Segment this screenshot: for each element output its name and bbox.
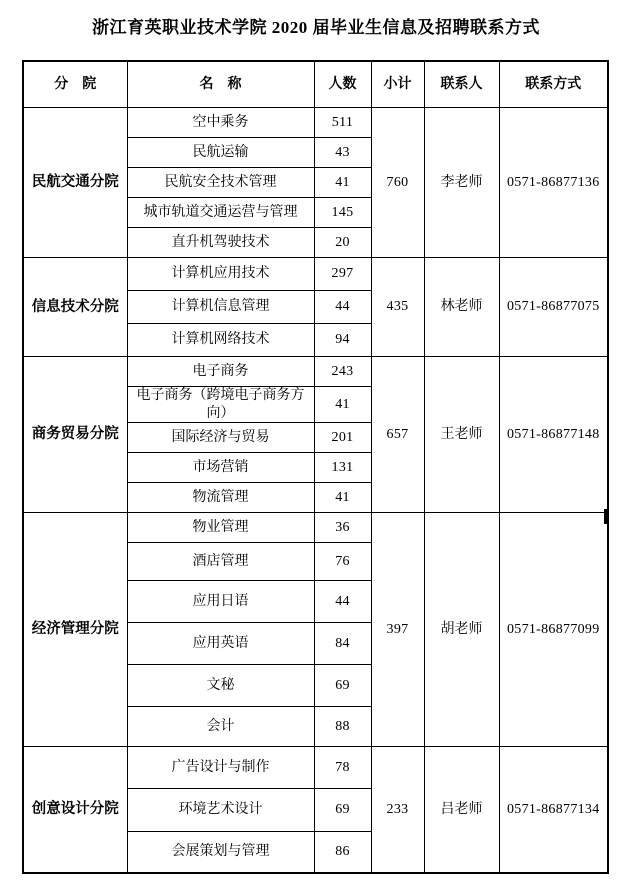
major-name-cell: 酒店管理 [127, 543, 314, 581]
major-count-cell: 76 [314, 543, 371, 581]
major-count-cell: 131 [314, 453, 371, 483]
major-count-cell: 86 [314, 832, 371, 873]
subtotal-cell: 657 [371, 357, 424, 513]
table-body [23, 108, 608, 873]
major-count-cell: 20 [314, 228, 371, 258]
major-name-cell: 环境艺术设计 [127, 789, 314, 832]
phone-cell: 0571-86877136 [499, 108, 608, 258]
header-contact: 联系人 [424, 61, 499, 108]
major-count-cell: 145 [314, 198, 371, 228]
phone-cell: 0571-86877075 [499, 258, 608, 357]
major-count-cell: 243 [314, 357, 371, 387]
major-name-cell: 直升机驾驶技术 [127, 228, 314, 258]
major-count-cell: 44 [314, 291, 371, 324]
major-name-cell: 计算机信息管理 [127, 291, 314, 324]
subtotal-cell: 233 [371, 747, 424, 873]
major-name-cell: 民航运输 [127, 138, 314, 168]
major-name-cell: 物业管理 [127, 513, 314, 543]
page-title: 浙江育英职业技术学院 2020 届毕业生信息及招聘联系方式 [92, 18, 540, 37]
major-name-cell: 应用英语 [127, 623, 314, 665]
major-count-cell: 78 [314, 747, 371, 789]
header-count: 人数 [314, 61, 371, 108]
major-count-cell: 41 [314, 387, 371, 423]
major-count-cell: 201 [314, 423, 371, 453]
subtotal-cell: 760 [371, 108, 424, 258]
major-count-cell: 69 [314, 789, 371, 832]
major-name-cell: 物流管理 [127, 483, 314, 513]
contact-cell: 王老师 [424, 357, 499, 513]
major-count-cell: 84 [314, 623, 371, 665]
major-name-cell: 计算机网络技术 [127, 324, 314, 357]
major-name-cell: 电子商务（跨境电子商务方向） [127, 387, 314, 423]
table-row [23, 357, 608, 387]
header-phone: 联系方式 [499, 61, 608, 108]
division-cell: 经济管理分院 [23, 513, 127, 747]
major-name-cell: 民航安全技术管理 [127, 168, 314, 198]
header-division: 分 院 [23, 61, 127, 108]
phone-cell: 0571-86877148 [499, 357, 608, 513]
major-name-cell: 电子商务 [127, 357, 314, 387]
header-major-name: 名 称 [127, 61, 314, 108]
major-name-cell: 市场营销 [127, 453, 314, 483]
phone-cell: 0571-86877099 [499, 513, 608, 747]
major-count-cell: 94 [314, 324, 371, 357]
major-name-cell: 广告设计与制作 [127, 747, 314, 789]
header-subtotal: 小计 [371, 61, 424, 108]
major-name-cell: 城市轨道交通运营与管理 [127, 198, 314, 228]
cursor-artifact [604, 509, 609, 524]
major-count-cell: 44 [314, 581, 371, 623]
major-name-cell: 会计 [127, 707, 314, 747]
contact-cell: 胡老师 [424, 513, 499, 747]
major-count-cell: 88 [314, 707, 371, 747]
major-count-cell: 69 [314, 665, 371, 707]
major-name-cell: 文秘 [127, 665, 314, 707]
major-count-cell: 43 [314, 138, 371, 168]
major-name-cell: 空中乘务 [127, 108, 314, 138]
header-row [23, 61, 608, 108]
subtotal-cell: 397 [371, 513, 424, 747]
division-cell: 创意设计分院 [23, 747, 127, 873]
major-name-cell: 国际经济与贸易 [127, 423, 314, 453]
contact-cell: 林老师 [424, 258, 499, 357]
major-name-cell: 计算机应用技术 [127, 258, 314, 291]
table-row [23, 108, 608, 138]
table-row [23, 747, 608, 789]
phone-cell: 0571-86877134 [499, 747, 608, 873]
division-cell: 信息技术分院 [23, 258, 127, 357]
table-row [23, 513, 608, 543]
major-count-cell: 41 [314, 483, 371, 513]
graduates-table [22, 60, 609, 874]
major-count-cell: 297 [314, 258, 371, 291]
major-name-cell: 会展策划与管理 [127, 832, 314, 873]
major-count-cell: 41 [314, 168, 371, 198]
subtotal-cell: 435 [371, 258, 424, 357]
table-row [23, 258, 608, 291]
contact-cell: 吕老师 [424, 747, 499, 873]
division-cell: 民航交通分院 [23, 108, 127, 258]
major-count-cell: 36 [314, 513, 371, 543]
division-cell: 商务贸易分院 [23, 357, 127, 513]
major-name-cell: 应用日语 [127, 581, 314, 623]
major-count-cell: 511 [314, 108, 371, 138]
contact-cell: 李老师 [424, 108, 499, 258]
